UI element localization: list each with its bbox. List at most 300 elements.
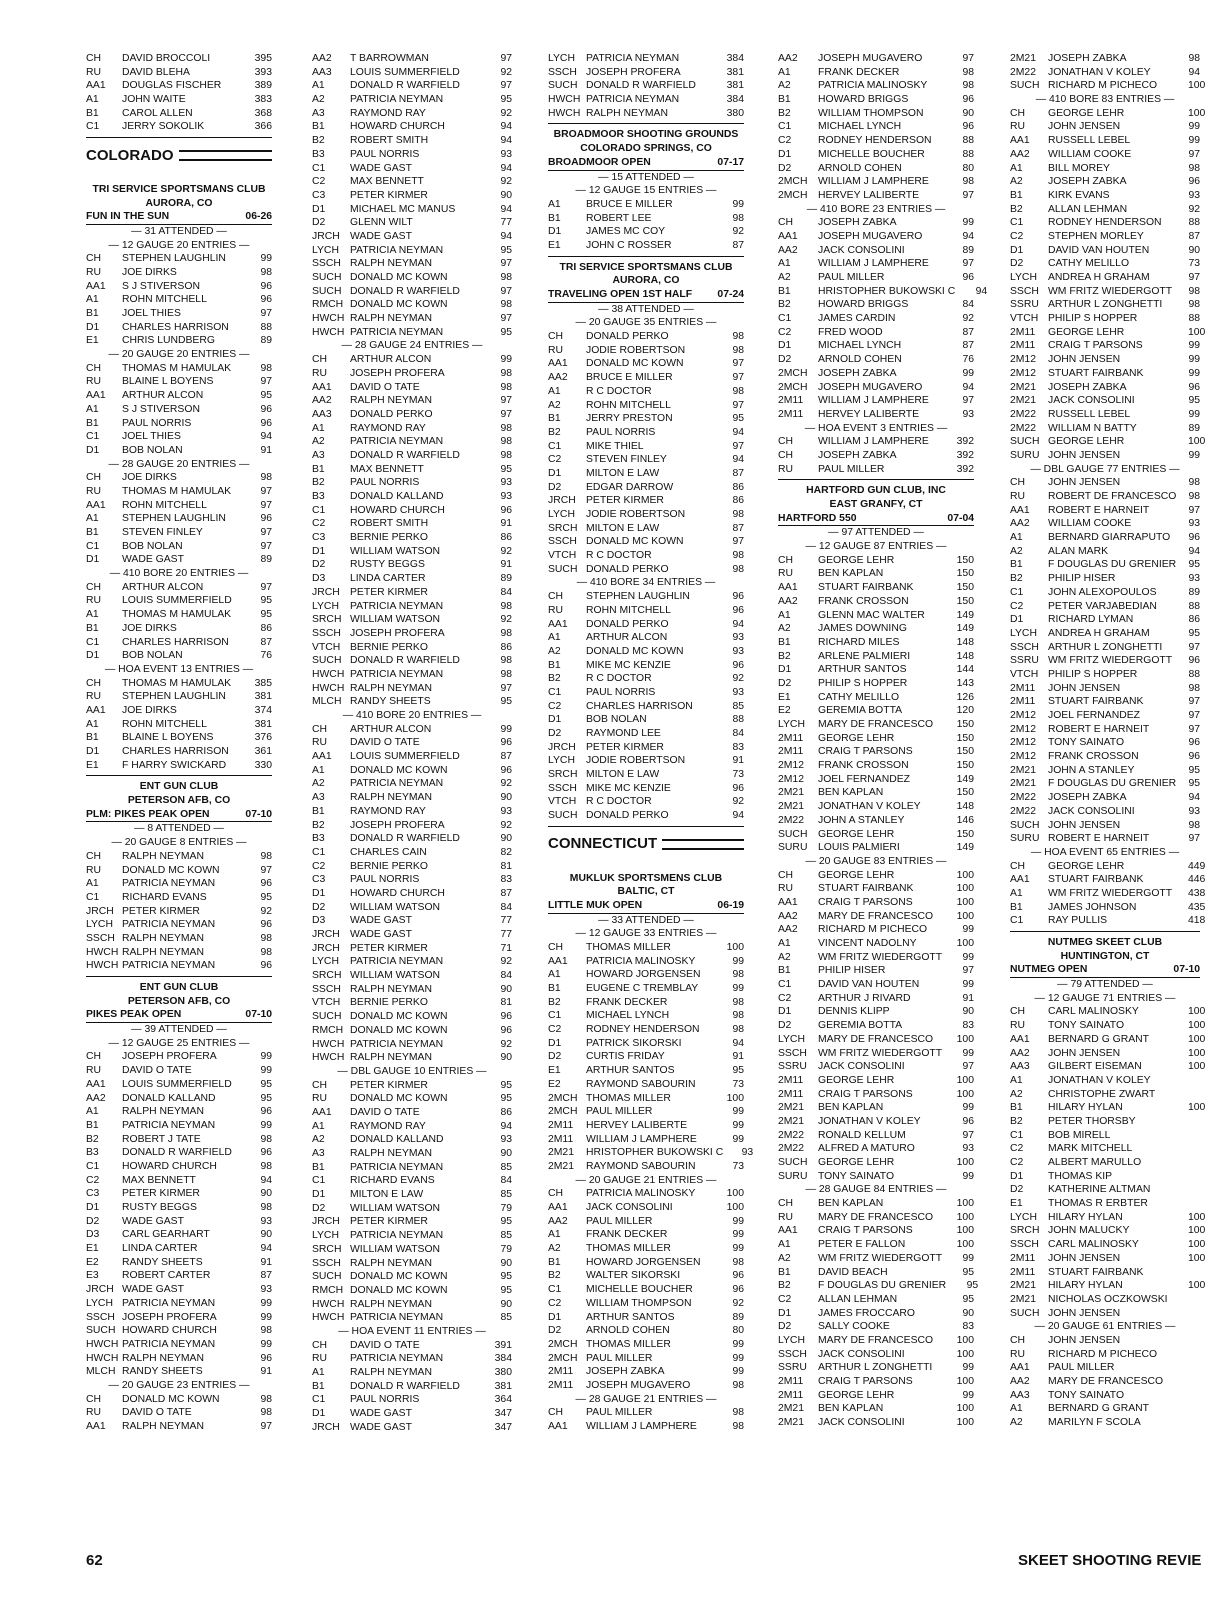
shooter-name: RICHARD MILES bbox=[818, 636, 900, 648]
shooter-name: JOHN WAITE bbox=[122, 94, 186, 106]
class-code: RU bbox=[312, 737, 328, 749]
score: 100 bbox=[956, 910, 974, 922]
score: 83 bbox=[962, 1321, 974, 1333]
class-code: SURU bbox=[778, 842, 808, 854]
result-row bbox=[312, 1106, 512, 1120]
class-code: E3 bbox=[86, 1270, 99, 1282]
score: 98 bbox=[260, 1393, 272, 1405]
score: 96 bbox=[1188, 176, 1200, 188]
result-row bbox=[86, 1269, 272, 1283]
score: 90 bbox=[500, 1052, 512, 1064]
score: 77 bbox=[500, 929, 512, 940]
shooter-name: RALPH NEYMAN bbox=[122, 946, 204, 958]
shooter-name: JOHN JENSEN bbox=[1048, 819, 1121, 831]
class-code: JRCH bbox=[86, 905, 114, 917]
result-row bbox=[86, 850, 272, 864]
shooter-name: BOB NOLAN bbox=[122, 540, 183, 552]
shooter-name: ALFRED A MATURO bbox=[818, 1143, 915, 1155]
score bbox=[1188, 1348, 1200, 1362]
class-code: B1 bbox=[86, 622, 99, 634]
class-code: SRCH bbox=[312, 1243, 342, 1255]
shooter-name: DAVID O TATE bbox=[122, 1407, 192, 1419]
result-row bbox=[1010, 1047, 1205, 1061]
class-code: AA2 bbox=[312, 53, 332, 64]
score: 98 bbox=[732, 1010, 744, 1022]
score: 97 bbox=[1188, 641, 1200, 653]
score: 98 bbox=[260, 1407, 272, 1419]
score: 93 bbox=[500, 805, 512, 817]
class-code: C1 bbox=[778, 121, 792, 133]
shooter-name: JOEL THIES bbox=[122, 308, 181, 319]
shoot-name: LITTLE MUK OPEN bbox=[548, 899, 643, 911]
result-row bbox=[312, 449, 512, 463]
class-code: HWCH bbox=[312, 326, 345, 338]
shooter-name: PATRICIA NEYMAN bbox=[122, 1297, 216, 1309]
class-code: 2M11 bbox=[778, 1376, 804, 1387]
shooter-name: WILLIAM WATSON bbox=[350, 1243, 441, 1255]
score bbox=[1188, 1416, 1200, 1430]
result-row bbox=[778, 93, 974, 107]
class-code: 2M21 bbox=[1010, 778, 1036, 790]
score: 89 bbox=[732, 1311, 744, 1323]
result-row bbox=[1010, 723, 1200, 737]
result-row bbox=[778, 800, 974, 814]
class-code: 2M21 bbox=[778, 787, 804, 799]
result-row bbox=[86, 946, 272, 960]
class-code: 2MCH bbox=[548, 1352, 578, 1364]
shooter-name: RALPH NEYMAN bbox=[350, 983, 432, 995]
class-code: E1 bbox=[1010, 1198, 1023, 1210]
score: 98 bbox=[732, 509, 744, 520]
class-code: C2 bbox=[548, 454, 562, 466]
score: 374 bbox=[254, 704, 272, 716]
result-row bbox=[86, 1406, 272, 1420]
score: 84 bbox=[500, 1175, 512, 1187]
score: 86 bbox=[500, 1106, 512, 1118]
result-row bbox=[1010, 819, 1200, 833]
class-code: B2 bbox=[312, 135, 325, 147]
result-row bbox=[86, 1146, 272, 1160]
result-row bbox=[312, 668, 512, 682]
result-row bbox=[1010, 1293, 1200, 1307]
score: 366 bbox=[254, 121, 272, 133]
result-row bbox=[312, 504, 512, 518]
shooter-name: CRAIG T PARSONS bbox=[818, 1088, 913, 1100]
shooter-name: JOHN JENSEN bbox=[1048, 121, 1121, 133]
results-column bbox=[86, 52, 272, 1434]
class-code: D1 bbox=[778, 1006, 792, 1018]
class-code: AA2 bbox=[778, 924, 798, 936]
result-row bbox=[1010, 230, 1200, 244]
club-heading: TRI SERVICE SPORTSMANS CLUB bbox=[92, 183, 266, 195]
class-code: RU bbox=[548, 604, 564, 616]
score: 98 bbox=[732, 1256, 744, 1268]
class-code: AA1 bbox=[1010, 1362, 1030, 1374]
result-row bbox=[312, 1243, 512, 1257]
result-row bbox=[548, 968, 744, 982]
results-column bbox=[1010, 52, 1205, 1430]
result-row bbox=[1010, 381, 1200, 395]
shooter-name: WM FRITZ WIEDERGOTT bbox=[1048, 655, 1173, 667]
result-row bbox=[1010, 1142, 1200, 1156]
class-code: LYCH bbox=[312, 956, 339, 968]
result-row bbox=[312, 531, 512, 545]
score bbox=[1188, 1129, 1200, 1143]
class-code: CH bbox=[312, 354, 328, 366]
score: 81 bbox=[500, 997, 512, 1009]
class-code: HWCH bbox=[548, 107, 581, 119]
shooter-name: RODNEY HENDERSON bbox=[1048, 217, 1162, 229]
result-row bbox=[1010, 1252, 1205, 1266]
result-row bbox=[548, 659, 744, 673]
result-row bbox=[1010, 353, 1200, 367]
score: 83 bbox=[732, 741, 744, 753]
shooter-name: ROHN MITCHELL bbox=[586, 399, 671, 411]
result-row bbox=[1010, 1060, 1205, 1074]
score: 100 bbox=[1188, 1211, 1205, 1223]
class-code: B1 bbox=[86, 527, 99, 538]
result-row bbox=[778, 1279, 979, 1293]
class-code: SSCH bbox=[778, 1348, 807, 1360]
shooter-name: JOHN JENSEN bbox=[1048, 477, 1121, 489]
shooter-name: STEPHEN LAUGHLIN bbox=[122, 513, 226, 525]
class-code: VTCH bbox=[548, 796, 577, 808]
class-code: D1 bbox=[548, 226, 562, 238]
shooter-name: ARTHUR SANTOS bbox=[586, 1311, 675, 1323]
class-code: RU bbox=[778, 1211, 794, 1223]
result-row bbox=[1010, 134, 1200, 148]
score: 98 bbox=[500, 367, 512, 379]
result-row bbox=[778, 1170, 974, 1184]
class-code: C3 bbox=[312, 532, 326, 544]
shooter-name: CARL GEARHART bbox=[122, 1229, 210, 1241]
shooter-name: DONALD MC KOWN bbox=[586, 645, 684, 657]
score: 100 bbox=[956, 1033, 974, 1045]
score: 99 bbox=[732, 1243, 744, 1255]
shooter-name: ARTHUR L ZONGHETTI bbox=[1048, 641, 1163, 653]
class-code: D3 bbox=[312, 915, 326, 927]
result-row bbox=[1010, 422, 1200, 436]
class-code: LYCH bbox=[548, 509, 575, 520]
score: 97 bbox=[1188, 504, 1200, 516]
class-code: C1 bbox=[312, 162, 326, 174]
score: 97 bbox=[962, 1129, 974, 1141]
shooter-name: WADE GAST bbox=[350, 915, 412, 927]
shooter-name: JACK CONSOLINI bbox=[818, 1061, 905, 1073]
shooter-name: MILTON E LAW bbox=[586, 769, 660, 781]
result-row bbox=[1010, 1266, 1200, 1280]
class-code: 2M11 bbox=[548, 1133, 574, 1145]
shooter-name: BILL MOREY bbox=[1048, 162, 1110, 174]
score: 100 bbox=[1188, 1239, 1205, 1251]
shooter-name: DOUGLAS FISCHER bbox=[122, 80, 222, 92]
class-code: A2 bbox=[778, 80, 791, 92]
club-heading: HUNTINGTON, CT bbox=[1060, 950, 1150, 962]
class-code: 2M21 bbox=[778, 1403, 804, 1415]
result-row bbox=[1010, 1101, 1205, 1115]
class-code: AA1 bbox=[778, 896, 798, 908]
score: 97 bbox=[500, 258, 512, 270]
score: 97 bbox=[260, 864, 272, 876]
shooter-name: ARTHUR ALCON bbox=[350, 354, 432, 366]
score: 96 bbox=[732, 782, 744, 794]
shooter-name: HILARY HYLAN bbox=[1048, 1211, 1123, 1223]
shooter-name: HOWARD JORGENSEN bbox=[586, 1256, 701, 1268]
shooter-name: THOMAS MILLER bbox=[586, 1243, 671, 1255]
result-row bbox=[1010, 695, 1200, 709]
shooter-name: RUSTY BEGGS bbox=[350, 559, 425, 571]
result-row bbox=[1010, 1402, 1200, 1416]
score: 73 bbox=[732, 1078, 744, 1090]
class-code: AA1 bbox=[778, 582, 798, 594]
shooter-name: R C DOCTOR bbox=[586, 673, 652, 685]
score: 92 bbox=[500, 66, 512, 78]
event-subheader: — 410 BORE 34 ENTRIES — bbox=[576, 577, 716, 589]
score: 79 bbox=[500, 1243, 512, 1255]
result-row bbox=[86, 375, 272, 389]
class-code: B3 bbox=[312, 148, 325, 160]
shooter-name: WM FRITZ WIEDERGOTT bbox=[818, 1252, 943, 1264]
result-row bbox=[1010, 1279, 1205, 1293]
score: 93 bbox=[732, 686, 744, 698]
score: 99 bbox=[260, 1338, 272, 1350]
class-code: B2 bbox=[548, 1270, 561, 1282]
result-row bbox=[312, 1380, 512, 1394]
shooter-name: JAMES FROCCARO bbox=[818, 1307, 915, 1319]
result-row bbox=[548, 1215, 744, 1229]
shooter-name: JERRY SOKOLIK bbox=[122, 121, 205, 133]
class-code: RU bbox=[1010, 1348, 1026, 1360]
score: 85 bbox=[732, 700, 744, 712]
result-row bbox=[1010, 52, 1200, 66]
score: 95 bbox=[1188, 778, 1200, 790]
score: 87 bbox=[500, 887, 512, 899]
score: 100 bbox=[1188, 326, 1205, 338]
class-code: SSCH bbox=[312, 627, 341, 639]
result-row bbox=[778, 951, 974, 965]
shooter-name: GILBERT EISEMAN bbox=[1048, 1061, 1142, 1073]
score: 96 bbox=[1188, 381, 1200, 393]
shooter-name: JOSEPH ZABKA bbox=[586, 1366, 665, 1378]
result-row bbox=[312, 134, 512, 148]
shooter-name: CARL MALINOSKY bbox=[1048, 1006, 1139, 1018]
shooter-name: JONATHAN V KOLEY bbox=[1048, 1074, 1151, 1086]
shooter-name: HILARY HYLAN bbox=[1048, 1280, 1123, 1292]
result-row bbox=[548, 1187, 744, 1201]
result-row bbox=[1010, 777, 1200, 791]
shooter-name: BERNARD G GRANT bbox=[1048, 1403, 1150, 1415]
score: 97 bbox=[1188, 148, 1200, 160]
result-row bbox=[1010, 1074, 1200, 1088]
result-row bbox=[1010, 641, 1200, 655]
class-code: C3 bbox=[312, 874, 326, 886]
class-code: HWCH bbox=[86, 1338, 119, 1350]
result-row bbox=[778, 1293, 974, 1307]
shooter-name: WADE GAST bbox=[350, 162, 412, 174]
class-code: B1 bbox=[86, 107, 99, 119]
result-row bbox=[778, 1402, 974, 1416]
result-row bbox=[548, 686, 744, 700]
score: 96 bbox=[732, 604, 744, 616]
result-row bbox=[778, 691, 974, 705]
result-row bbox=[312, 107, 512, 121]
class-code: C1 bbox=[1010, 1129, 1024, 1141]
shooter-name: JOSEPH MUGAVERO bbox=[586, 1379, 691, 1391]
shooter-name: RALPH NEYMAN bbox=[350, 1148, 432, 1159]
state-name: CONNECTICUT bbox=[548, 835, 658, 853]
shooter-name: ROBERT CARTER bbox=[122, 1270, 211, 1282]
shooter-name: WM FRITZ WIEDERGOTT bbox=[818, 951, 943, 963]
class-code: RU bbox=[548, 344, 564, 356]
score: 98 bbox=[1188, 682, 1200, 694]
result-row bbox=[312, 1215, 512, 1229]
event-subheader: — 79 ATTENDED — bbox=[1057, 979, 1153, 991]
class-code: D2 bbox=[1010, 1184, 1024, 1196]
score: 99 bbox=[1188, 121, 1200, 133]
class-code: A1 bbox=[778, 258, 791, 270]
shooter-name: HILARY HYLAN bbox=[1048, 1102, 1123, 1114]
result-row bbox=[548, 93, 744, 107]
class-code: D1 bbox=[86, 321, 100, 333]
result-row bbox=[1010, 339, 1200, 353]
score: 90 bbox=[500, 792, 512, 804]
class-code: 2M22 bbox=[1010, 805, 1036, 817]
shooter-name: PAUL MILLER bbox=[818, 272, 885, 283]
event-subheader: — 12 GAUGE 15 ENTRIES — bbox=[575, 185, 717, 197]
class-code: SSRU bbox=[778, 1061, 807, 1073]
score: 85 bbox=[500, 1161, 512, 1173]
result-row bbox=[778, 271, 974, 285]
score: 149 bbox=[956, 609, 974, 621]
class-code: A3 bbox=[312, 1148, 325, 1159]
result-row bbox=[548, 52, 744, 66]
score: 84 bbox=[500, 970, 512, 982]
shooter-name: WILLIAM J LAMPHERE bbox=[818, 395, 929, 407]
score: 150 bbox=[956, 746, 974, 758]
shooter-name: RONALD KELLUM bbox=[818, 1129, 906, 1141]
shooter-name: JOEL FERNANDEZ bbox=[818, 773, 910, 785]
result-row bbox=[778, 910, 974, 924]
score: 100 bbox=[956, 1239, 974, 1251]
shooter-name: CHARLES HARRISON bbox=[586, 700, 693, 712]
class-code: RU bbox=[86, 1407, 102, 1419]
score: 87 bbox=[260, 636, 272, 648]
score: 381 bbox=[726, 66, 744, 78]
result-row bbox=[778, 1238, 974, 1252]
class-code: AA3 bbox=[312, 66, 332, 78]
score: 93 bbox=[500, 1134, 512, 1146]
shooter-name: MICHELLE BOUCHER bbox=[818, 148, 925, 160]
result-row bbox=[778, 1101, 974, 1115]
score: 97 bbox=[260, 581, 272, 593]
class-code: AA2 bbox=[548, 1215, 568, 1227]
shooter-name: RUSTY BEGGS bbox=[122, 1202, 197, 1213]
score: 91 bbox=[732, 1051, 744, 1063]
shooter-name: LOUIS SUMMERFIELD bbox=[350, 751, 460, 763]
class-code: D1 bbox=[778, 664, 792, 676]
score: 100 bbox=[956, 883, 974, 895]
score: 100 bbox=[1188, 1061, 1205, 1073]
class-code: JRCH bbox=[312, 586, 340, 598]
score bbox=[1188, 1115, 1200, 1129]
score: 92 bbox=[500, 778, 512, 790]
score: 100 bbox=[956, 1074, 974, 1086]
event-subheader: — 38 ATTENDED — bbox=[598, 303, 694, 315]
shoot-date: 06-26 bbox=[245, 211, 272, 223]
shooter-name: PATRICIA NEYMAN bbox=[350, 778, 444, 790]
score: 384 bbox=[494, 1353, 512, 1365]
score: 88 bbox=[962, 135, 974, 147]
class-code: SURU bbox=[1010, 449, 1040, 461]
shooter-name: JACK CONSOLINI bbox=[1048, 395, 1135, 407]
result-row bbox=[778, 704, 974, 718]
result-row bbox=[86, 1174, 272, 1188]
score: 94 bbox=[1188, 545, 1200, 557]
class-code: D2 bbox=[548, 481, 562, 493]
score: 99 bbox=[732, 1229, 744, 1241]
score: 148 bbox=[956, 650, 974, 662]
shooter-name: MIKE MC KENZIE bbox=[586, 659, 671, 671]
result-row bbox=[312, 819, 512, 833]
score: 81 bbox=[500, 860, 512, 872]
class-code: A1 bbox=[86, 718, 99, 730]
shooter-name: MARILYN F SCOLA bbox=[1048, 1417, 1141, 1429]
result-row bbox=[86, 1311, 272, 1325]
score: 96 bbox=[500, 504, 512, 516]
shooter-name: WADE GAST bbox=[350, 1408, 412, 1420]
score: 99 bbox=[962, 1047, 975, 1059]
result-row bbox=[548, 996, 744, 1010]
shooter-name: GEORGE LEHR bbox=[818, 1389, 895, 1401]
page-number: 62 bbox=[86, 1552, 103, 1569]
shooter-name: JOSEPH MUGAVERO bbox=[818, 230, 923, 242]
result-row bbox=[86, 79, 272, 93]
shooter-name: WADE GAST bbox=[350, 1421, 412, 1433]
shooter-name: MAX BENNETT bbox=[350, 176, 424, 188]
result-row bbox=[778, 567, 974, 581]
class-code: 2MCH bbox=[548, 1338, 578, 1350]
class-code: SRCH bbox=[312, 614, 342, 626]
class-code: MLCH bbox=[86, 1366, 116, 1378]
class-code: C2 bbox=[1010, 230, 1024, 242]
shooter-name: WADE GAST bbox=[122, 1215, 184, 1227]
section-divider bbox=[548, 123, 744, 124]
result-row bbox=[778, 964, 974, 978]
shooter-name: PATRICIA NEYMAN bbox=[350, 1038, 444, 1050]
shooter-name: PATRICIA NEYMAN bbox=[122, 960, 216, 972]
score bbox=[1188, 1266, 1200, 1280]
class-code: VTCH bbox=[548, 550, 577, 562]
score: 95 bbox=[966, 1280, 979, 1292]
result-row bbox=[312, 312, 512, 326]
shooter-name: GEREMIA BOTTA bbox=[818, 1020, 903, 1032]
shooter-name: MARK MITCHELL bbox=[1048, 1143, 1133, 1155]
shooter-name: HOWARD CHURCH bbox=[350, 887, 445, 899]
class-code: HWCH bbox=[312, 682, 345, 694]
shooter-name: PAUL MILLER bbox=[586, 1407, 653, 1419]
score: 99 bbox=[1188, 449, 1200, 461]
shooter-name: BEN KAPLAN bbox=[818, 1198, 884, 1210]
result-row bbox=[312, 490, 512, 504]
result-row bbox=[1010, 901, 1205, 915]
result-row bbox=[86, 526, 272, 540]
result-row bbox=[312, 148, 512, 162]
event-subheader: — HOA EVENT 13 ENTRIES — bbox=[104, 663, 254, 675]
shooter-name: RAYMOND RAY bbox=[350, 107, 426, 119]
result-row bbox=[1010, 860, 1205, 874]
class-code: AA1 bbox=[86, 80, 106, 92]
score: 97 bbox=[962, 53, 974, 64]
